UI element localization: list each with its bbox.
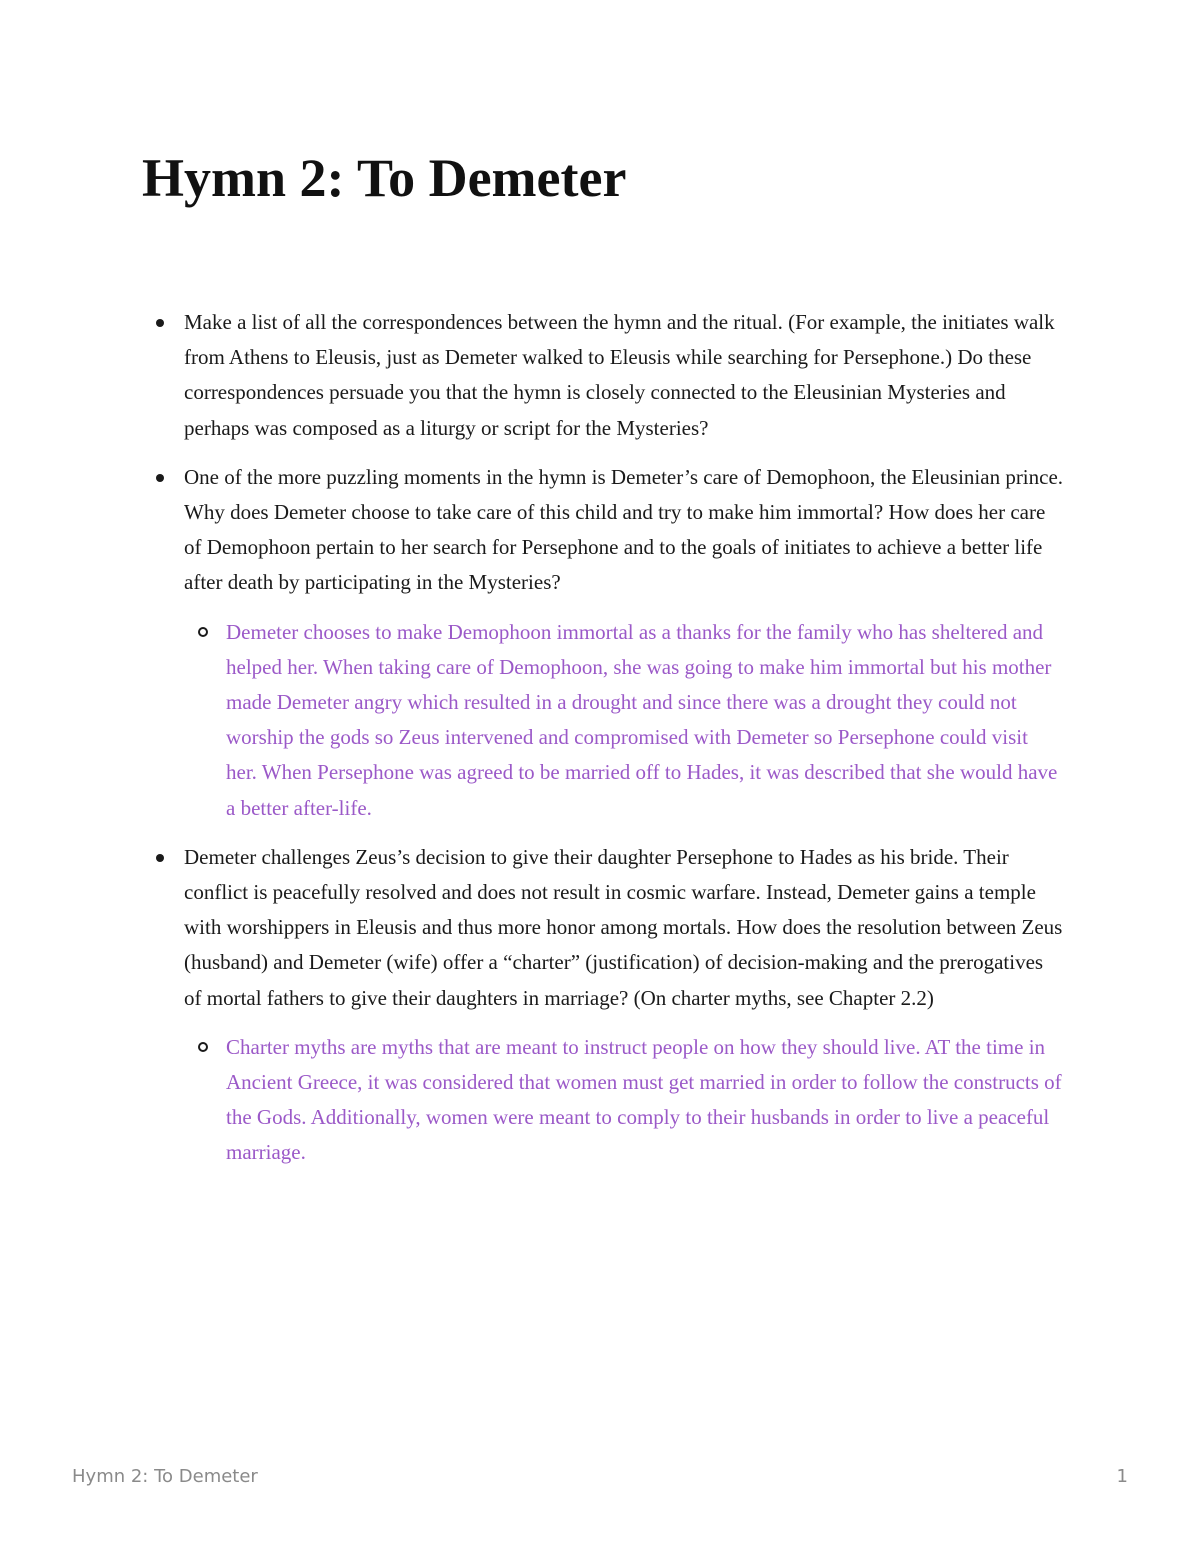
bullet-circle-icon bbox=[198, 1042, 208, 1052]
question-text: Make a list of all the correspondences between the hymn and the ritual. (For example, the initiates walk from Athens to Eleusis, just as Demeter walked to Eleusis while searching for Persephone.) Do these correspondences persuade you that the hymn is closely connected to the Eleusinian Mysteries and perhaps was composed as a liturgy or script for the Mysteries? bbox=[184, 310, 1055, 440]
footer-title: Hymn 2: To Demeter bbox=[72, 1466, 258, 1487]
bullet-disc-icon bbox=[156, 319, 164, 327]
bullet-circle-icon bbox=[198, 627, 208, 637]
question-text: One of the more puzzling moments in the hymn is Demeter’s care of Demophoon, the Eleusinian prince. Why does Demeter choose to take care of this child and try to make him immortal? How does her care of Demophoon pertain to her search for Persephone and to the goals of initiates to achieve a better life after death by participating in the Mysteries? bbox=[184, 464, 1064, 595]
bullet-disc-icon bbox=[156, 474, 164, 482]
answer-text: Demeter chooses to make Demophoon immortal as a thanks for the family who has sheltered and helped her. When taking care of Demophoon, she was going to make him immortal but his mother made Demeter angry which resulted in a drought and since there was a drought they could not worship the gods so Zeus intervened and compromised with Demeter so Persephone could visit her. When Persephone was agreed to be married off to Hades, it was described that she would have a better after-life. bbox=[226, 619, 1058, 820]
answer-item bbox=[226, 615, 1064, 826]
page-title: Hymn 2: To Demeter bbox=[142, 148, 627, 208]
question-text: Demeter challenges Zeus’s decision to give their daughter Persephone to Hades as his bride. Their conflict is peacefully resolved and does not result in cosmic warfare. Instead, Demeter gains a temple with worshippers in Eleusis and thus more honor among mortals. How does the resolution between Zeus (husband) and Demeter (wife) offer a “charter” (justification) of decision-making and the prerogatives of mortal fathers to give their daughters in marriage? (On charter myths, see Chapter 2.2) bbox=[184, 844, 1063, 1010]
question-item bbox=[184, 460, 1064, 826]
answer-item bbox=[226, 1030, 1064, 1171]
answer-list bbox=[226, 1030, 1064, 1171]
question-item bbox=[184, 840, 1064, 1171]
bullet-disc-icon bbox=[156, 854, 164, 862]
answer-text: Charter myths are myths that are meant to instruct people on how they should live. AT the time in Ancient Greece, it was considered that women must get married in order to follow the constructs of the Gods. Additionally, women were meant to comply to their husbands in order to live a peaceful marriage. bbox=[226, 1034, 1062, 1165]
page-number: 1 bbox=[1116, 1466, 1128, 1487]
question-item bbox=[184, 305, 1064, 446]
question-list bbox=[184, 305, 1064, 1185]
answer-list bbox=[226, 615, 1064, 826]
